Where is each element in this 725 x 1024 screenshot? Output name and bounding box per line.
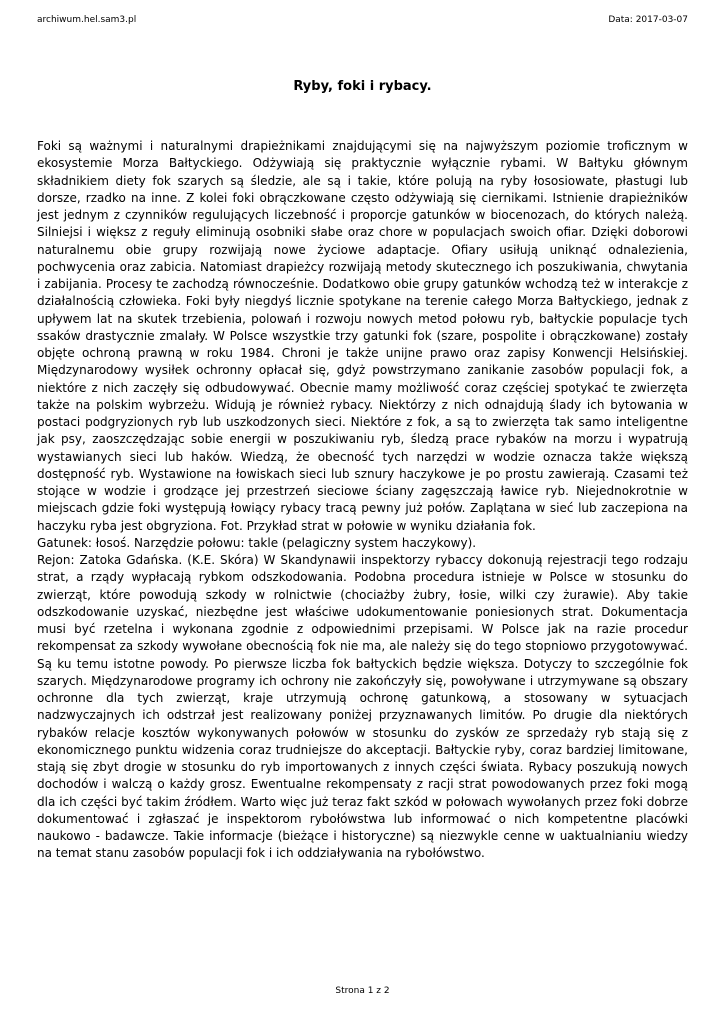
article-body [37,138,688,863]
document-title: Ryby, foki i rybacy. [293,79,432,94]
page-number: Strona 1 z 2 [335,986,390,996]
site-url: archiwum.hel.sam3.pl [37,15,137,25]
paragraph-region: Rejon: Zatoka Gdańska. (K.E. Skóra) W Skandynawii inspektorzy rybaccy dokonują rejestracji tego rodzaju strat, a rządy wypłacają rybkom odszkodowania. Podobna procedura istnieje w Polsce w stosunku do zwierząt, które powodują szkody w rolnictwie (chociażby żubry, łosie, wilki czy żurawie). Aby takie odszkodowanie uzyskać, niezbędne jest właściwe udokumentowanie poniesionych strat. Dokumentacja musi być rzetelna i wykonana zgodnie z odpowiednimi przepisami. W Polsce jak na razie procedur rekompensat za szkody wywołane obecnością fok nie ma, ale należy się do tego stopniowo przygotowywać. Są ku temu istotne powody. Po pierwsze liczba fok bałtyckich będzie większa. Dotyczy to szczególnie fok szarych. Międzynarodowe programy ich ochrony nie zakończyły się, powoływane i utrzymywane są obszary ochronne dla tych zwierząt, kraje utrzymują ochronę gatunkową, a stosowany w sytuacjach nadzwyczajnych ich odstrzał jest realizowany poniżej przyznawanych limitów. Po drugie dla niektórych rybaków relacje kosztów wykonywanych połowów w stosunku do zysków ze sprzedaży ryb stają się z ekonomicznego punktu widzenia coraz trudniejsze do akceptacji. Bałtyckie ryby, coraz bardziej limitowane, stają się zbyt drogie w stosunku do ryb importowanych z innych części świata. Rybacy poszukują nowych dochodów i walczą o każdy grosz. Ewentualne rekompensaty z racji strat powodowanych przez foki mogą dla ich części być takim źródłem. Warto więc już teraz fakt szkód w połowach wywołanych przez foki dobrze dokumentować i zgłaszać je inspektorom rybołówstwa lub informować o nich kompetentne placówki naukowo - badawcze. Takie informacje (bieżące i historyczne) są niezwykle cenne w uaktualnianiu wiedzy na temat stanu zasobów populacji fok i ich oddziaływania na rybołówstwo. [37,553,688,861]
page-header [37,13,688,27]
page-footer [0,985,725,997]
document-date: Data: 2017-03-07 [608,15,688,25]
paragraph-species: Gatunek: łosoś. Narzędzie połowu: takle (pelagiczny system haczykowy). [37,535,477,550]
paragraph-main: Foki są ważnymi i naturalnymi drapieżnikami znajdującymi się na najwyższym poziomie troficznym w ekosystemie Morza Bałtyckiego. Odżywiają się praktycznie wyłącznie rybami. W Bałtyku głównym składnikiem diety fok szarych są śledzie, ale są i takie, które polują na ryby łososiowate, płastugi lub dorsze, rzadko na inne. Z kolei foki obrączkowane często odżywiają się ciernikami. Istnienie drapieżników jest jednym z czynników regulujących liczebność i proporcje gatunków w biocenozach, do których należą. Silniejsi i większ z reguły eliminują osobniki słabe oraz chore w populacjach swoich ofiar. Dzięki doborowi naturalnemu obie grupy rozwijają nowe życiowe adaptacje. Ofiary usiłują uniknąć odnalezienia, pochwycenia oraz zabicia. Natomiast drapieżcy rozwijają metody skutecznego ich poszukiwania, chwytania i zabijania. Procesy te zachodzą równocześnie. Dodatkowo obie grupy gatunków wchodzą też w interakcje z działalnością człowieka. Foki były niegdyś licznie spotykane na terenie całego Morza Bałtyckiego, jednak z upływem lat na skutek trzebienia, polowań i rozwoju nowych metod połowu ryb, bałtyckie populacje tych ssaków drastycznie zmalały. W Polsce wszystkie trzy gatunki fok (szare, pospolite i obrączkowane) zostały objęte ochroną prawną w roku 1984. Chroni je także unijne prawo oraz zapisy Konwencji Helsińskiej. Międzynarodowy wysiłek ochronny opłacał się, gdyż powstrzymano zanikanie zasobów populacji fok, a niektóre z nich zaczęły się odbudowywać. Obecnie mamy możliwość coraz częściej spotykać te zwierzęta także na polskim wybrzeżu. Widują je również rybacy. Niektórzy z nich odnajdują ślady ich bytowania w postaci podgryzionych ryb lub uszkodzonych sieci. Niektóre z fok, a są to zwierzęta tak samo inteligentne jak psy, zaoszczędzając sobie energii w poszukiwaniu ryb, śledzą prace rybaków na morzu i wypatrują wystawianych sieci lub haków. Wiedzą, że obecność tych narzędzi w wodzie oznacza także większą dostępność ryb. Wystawione na łowiskach sieci lub sznury haczykowe je po prostu zawierają. Czasami też stojące w wodzie i grodzące jej przestrzeń sieciowe ściany zagęszczają ławice ryb. Niejednokrotnie w miejscach gdzie foki występują łowiący rybacy tracą pewny już połów. Zaplątana w sieć lub zaczepiona na haczyku ryba jest obgryziona. Fot. Przykład strat w połowie w wyniku działania fok. [37,139,688,533]
